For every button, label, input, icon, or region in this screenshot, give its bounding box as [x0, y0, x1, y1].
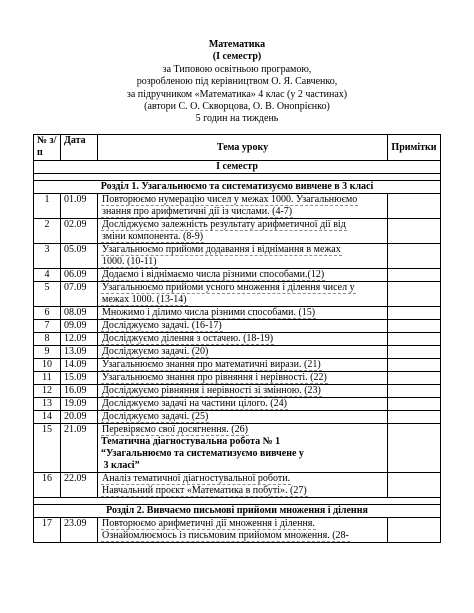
- lesson-date: 01.09: [61, 194, 98, 219]
- topic-text: Повторюємо нумерацію чисел у межах 1000. Узагальнюємо: [102, 194, 358, 205]
- lesson-number: 6: [34, 307, 61, 320]
- topic-text: Узагальнюємо прийоми усного множення і ділення чисел у: [102, 282, 355, 293]
- lesson-topic: [98, 372, 388, 385]
- topic-line: [101, 282, 384, 294]
- lesson-notes: [388, 411, 441, 424]
- topic-line: [101, 320, 384, 332]
- topic-line: [101, 333, 384, 345]
- lesson-number: 2: [34, 219, 61, 244]
- section-row: [34, 505, 441, 518]
- lesson-number: 16: [34, 473, 61, 498]
- topic-text: Узагальнюємо знання про рівняння і нерівності. (22): [102, 372, 327, 383]
- table-row: [34, 194, 441, 219]
- lesson-number: 8: [34, 333, 61, 346]
- lesson-date: 15.09: [61, 372, 98, 385]
- lesson-notes: [388, 359, 441, 372]
- topic-line: [101, 346, 384, 358]
- table-row: [34, 359, 441, 372]
- topic-text: Досліджуємо задачі. (20): [102, 346, 209, 357]
- lesson-number: 12: [34, 385, 61, 398]
- lesson-plan-table: [33, 134, 441, 543]
- lesson-number: 7: [34, 320, 61, 333]
- blank-row: [34, 174, 441, 181]
- topic-text: 1000. (10-11): [102, 256, 157, 267]
- lesson-topic: [98, 473, 388, 498]
- lesson-number: 3: [34, 244, 61, 269]
- table-row: [34, 244, 441, 269]
- lesson-date: 22.09: [61, 473, 98, 498]
- lesson-notes: [388, 244, 441, 269]
- lesson-topic: [98, 219, 388, 244]
- column-header-number: № з/п: [34, 135, 61, 161]
- table-row: [34, 398, 441, 411]
- lesson-number: 15: [34, 424, 61, 473]
- table-row: [34, 269, 441, 282]
- topic-line: [101, 359, 384, 371]
- lesson-notes: [388, 385, 441, 398]
- column-header-topic: Тема уроку: [98, 135, 388, 161]
- lesson-notes: [388, 282, 441, 307]
- lesson-number: 4: [34, 269, 61, 282]
- section-title: Розділ 2. Вивчаємо письмові прийоми множення і ділення: [34, 505, 441, 518]
- topic-line: [101, 244, 384, 256]
- table-body: [34, 161, 441, 543]
- document-header: [0, 39, 474, 126]
- table-row: [34, 518, 441, 543]
- topic-line: [101, 485, 384, 497]
- lesson-date: 23.09: [61, 518, 98, 543]
- lesson-notes: [388, 320, 441, 333]
- topic-text: Досліджуємо ділення з остачею. (18-19): [102, 333, 274, 344]
- topic-text: знання про арифметичні дії із числами. (4-7): [102, 206, 293, 217]
- lesson-topic: [98, 411, 388, 424]
- lesson-notes: [388, 372, 441, 385]
- lesson-number: 17: [34, 518, 61, 543]
- topic-line: [101, 530, 384, 542]
- lesson-topic: [98, 385, 388, 398]
- lesson-number: 10: [34, 359, 61, 372]
- lesson-topic: [98, 269, 388, 282]
- lesson-topic: [98, 194, 388, 219]
- lesson-date: 20.09: [61, 411, 98, 424]
- topic-text: Досліджуємо рівняння і нерівності зі змінною. (23): [102, 385, 321, 396]
- topic-text: Досліджуємо задачі на частини цілого. (24): [102, 398, 287, 409]
- lesson-topic: [98, 282, 388, 307]
- lesson-number: 9: [34, 346, 61, 359]
- lesson-topic: [98, 398, 388, 411]
- table-row: [34, 473, 441, 498]
- topic-line: [101, 206, 384, 218]
- topic-text: Узагальнюємо знання про математичні вирази. (21): [102, 359, 321, 370]
- topic-text: Додаємо і віднімаємо числа різними способами.(12): [102, 269, 325, 280]
- topic-line: [101, 256, 384, 268]
- topic-line: [101, 518, 384, 530]
- lesson-topic: [98, 346, 388, 359]
- topic-text: Узагальнюємо прийоми додавання і віднімання в межах: [102, 244, 341, 255]
- topic-line: [101, 194, 384, 206]
- topic-text: зміни компонента. (8-9): [102, 231, 204, 242]
- table-row: [34, 411, 441, 424]
- table-header-row: [34, 135, 441, 161]
- lesson-notes: [388, 219, 441, 244]
- lesson-date: 08.09: [61, 307, 98, 320]
- header-line: (автори С. О. Скворцова, О. В. Онопрієнко): [144, 101, 330, 113]
- table-row: [34, 333, 441, 346]
- lesson-topic: [98, 359, 388, 372]
- topic-text: Досліджуємо задачі. (25): [102, 411, 209, 422]
- lesson-date: 13.09: [61, 346, 98, 359]
- topic-line: [101, 424, 384, 436]
- semester-row: [34, 161, 441, 174]
- lesson-date: 05.09: [61, 244, 98, 269]
- semester-label: І семестр: [34, 161, 441, 174]
- lesson-date: 14.09: [61, 359, 98, 372]
- lesson-notes: [388, 346, 441, 359]
- lesson-number: 14: [34, 411, 61, 424]
- blank-row: [34, 498, 441, 505]
- table-row: [34, 282, 441, 307]
- section-title: Розділ 1. Узагальнюємо та систематизуємо вивчене в 3 класі: [34, 181, 441, 194]
- topic-line: [101, 398, 384, 410]
- topic-text: Досліджуємо залежність результату арифметичної дії від: [102, 219, 346, 230]
- section-row: [34, 181, 441, 194]
- subject-title: Математика: [208, 39, 266, 50]
- topic-text: Досліджуємо задачі. (16-17): [102, 320, 222, 331]
- topic-line: [101, 372, 384, 384]
- lesson-topic: [98, 518, 388, 543]
- topic-line: [101, 269, 384, 281]
- topic-text: Аналіз тематичної діагностувальної роботи.: [102, 473, 291, 484]
- lesson-topic: [98, 333, 388, 346]
- lesson-notes: [388, 307, 441, 320]
- lesson-number: 13: [34, 398, 61, 411]
- header-line: за Типовою освітньою програмою,: [162, 63, 312, 75]
- lesson-number: 11: [34, 372, 61, 385]
- lesson-date: 07.09: [61, 282, 98, 307]
- topic-text: Навчальний проєкт «Математика в побуті». (27): [102, 485, 307, 496]
- lesson-notes: [388, 424, 441, 473]
- header-line: розробленою під керівництвом О. Я. Савченко,: [136, 76, 338, 88]
- lesson-notes: [388, 398, 441, 411]
- topic-text: Повторюємо арифметичні дії множення і ділення.: [102, 518, 315, 529]
- topic-line: [101, 231, 384, 243]
- lesson-topic: [98, 244, 388, 269]
- lesson-notes: [388, 333, 441, 346]
- header-line: за підручником «Математика» 4 клас (у 2 частинах): [126, 88, 348, 100]
- table-row: [34, 372, 441, 385]
- lesson-notes: [388, 194, 441, 219]
- topic-line: [101, 411, 384, 423]
- table-row: [34, 385, 441, 398]
- topic-line: [101, 307, 384, 319]
- lesson-topic: [98, 307, 388, 320]
- topic-line: [101, 473, 384, 485]
- lesson-date: 16.09: [61, 385, 98, 398]
- lesson-number: 5: [34, 282, 61, 307]
- topic-line: [101, 219, 384, 231]
- topic-line: [101, 294, 384, 306]
- lesson-notes: [388, 518, 441, 543]
- table-row: [34, 320, 441, 333]
- topic-text: Множимо і ділимо числа різними способами. (15): [102, 307, 316, 318]
- lesson-date: 09.09: [61, 320, 98, 333]
- lesson-notes: [388, 473, 441, 498]
- topic-text: межах 1000. (13-14): [102, 294, 187, 305]
- assessment-line: Тематична діагностувальна робота № 1: [101, 436, 281, 447]
- header-line: 5 годин на тиждень: [195, 113, 279, 125]
- table-row: [34, 219, 441, 244]
- lesson-notes: [388, 269, 441, 282]
- table-row: [34, 346, 441, 359]
- topic-text: Перевіряємо свої досягнення. (26): [102, 424, 248, 435]
- table-row: [34, 424, 441, 473]
- lesson-number: 1: [34, 194, 61, 219]
- lesson-topic: [98, 424, 388, 473]
- lesson-date: 02.09: [61, 219, 98, 244]
- assessment-line: “Узагальнюємо та систематизуємо вивчене у: [101, 448, 304, 459]
- lesson-date: 12.09: [61, 333, 98, 346]
- assessment-line: 3 класі”: [101, 460, 140, 471]
- lesson-date: 19.09: [61, 398, 98, 411]
- topic-line: [101, 385, 384, 397]
- column-header-date: Дата: [61, 135, 98, 161]
- semester-title: (І семестр): [212, 51, 262, 63]
- lesson-topic: [98, 320, 388, 333]
- table-row: [34, 307, 441, 320]
- lesson-date: 06.09: [61, 269, 98, 282]
- lesson-date: 21.09: [61, 424, 98, 473]
- topic-text: Ознайомлюємось із письмовим прийомом множення. (28-: [102, 530, 349, 541]
- column-header-notes: Примітки: [388, 135, 441, 161]
